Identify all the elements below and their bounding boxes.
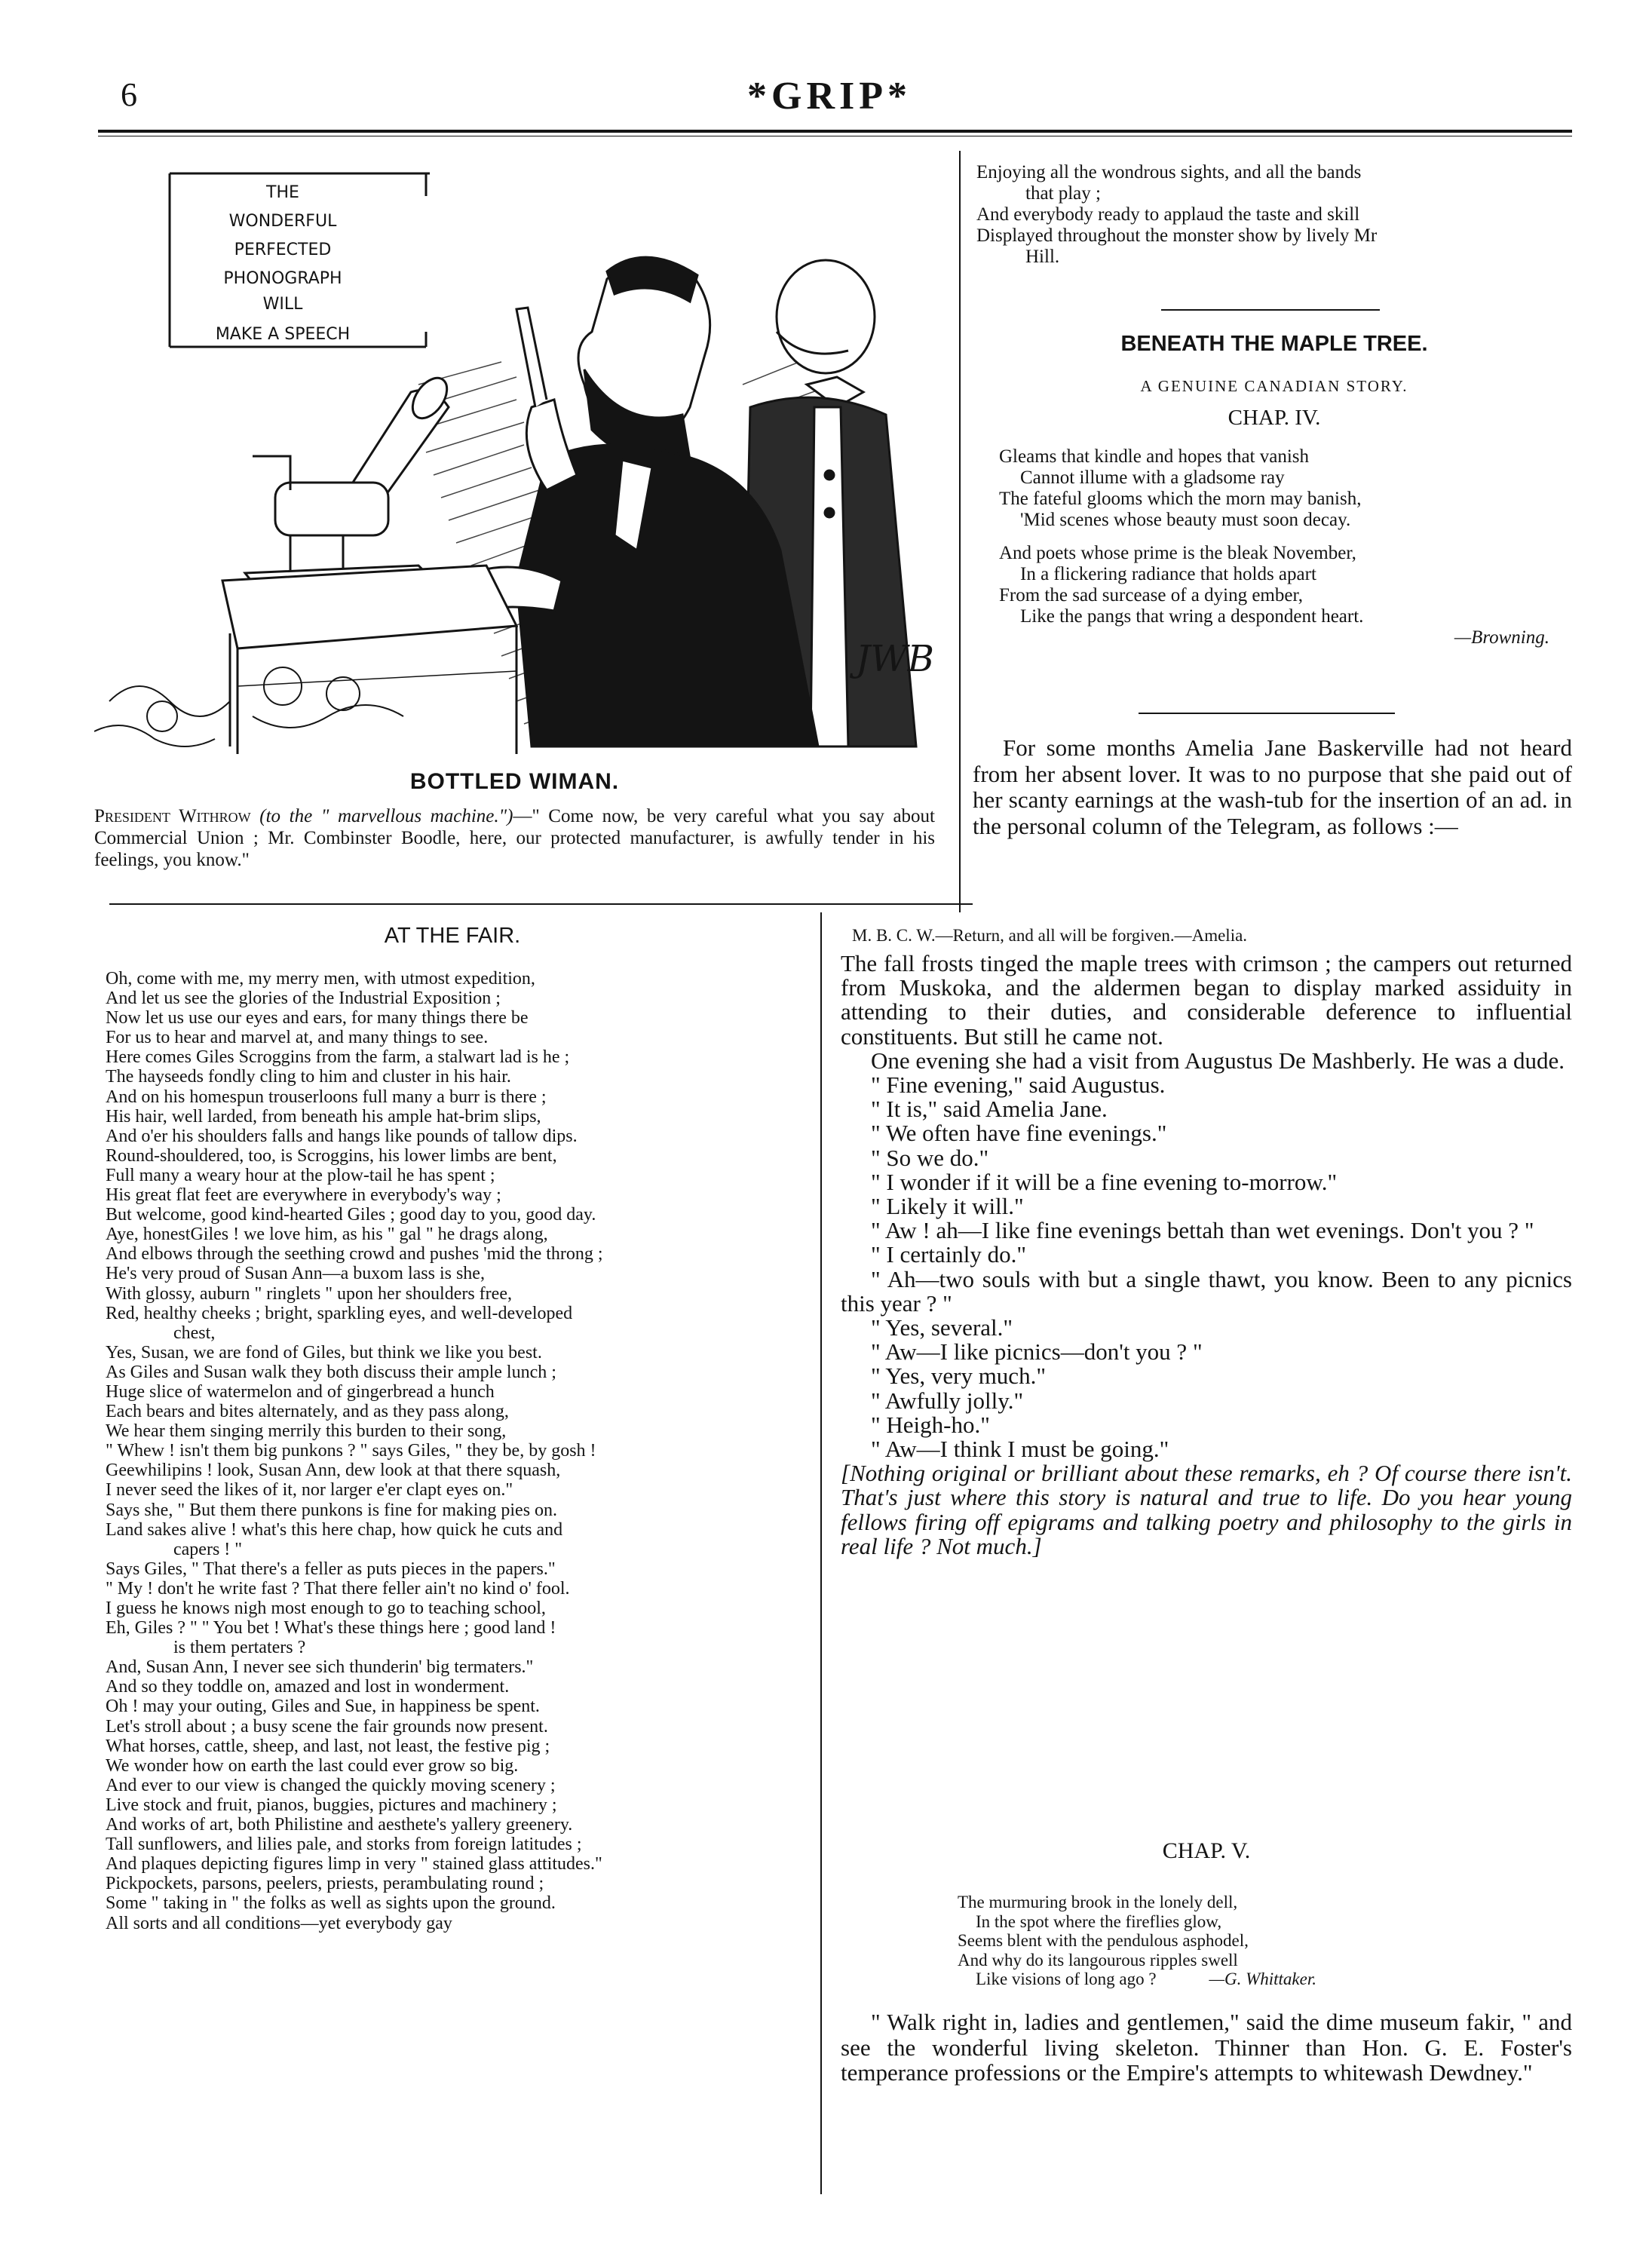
story-closing (841, 2009, 1572, 2086)
verse-line: Like the pangs that wring a despondent heart. (1020, 606, 1364, 627)
poem-line: What horses, cattle, sheep, and last, not least, the festive pig ; (106, 1736, 550, 1756)
sign-line: PHONOGRAPH (223, 269, 342, 288)
poem-line: And o'er his shoulders falls and hangs like pounds of tallow dips. (106, 1126, 578, 1146)
story-text: " Walk right in, ladies and gentlemen," said the dime museum fakir, " and see the wonderful living skeleton. Thinner than Hon. G. E. Foster's temperance professions or the Empire's attempts to whitewash Dewdney." (841, 2009, 1572, 2086)
chapter-epigraph (999, 446, 1572, 648)
poem-line: And so they toddle on, amazed and lost in wonderment. (106, 1677, 510, 1697)
story-text: " Likely it will." (871, 1193, 1024, 1220)
story-text: One evening she had a visit from Augustus De Mashberly. He was a dude. (871, 1047, 1565, 1074)
sign-text (216, 183, 350, 344)
story-body (841, 952, 1572, 1559)
verse-attribution: —G. Whittaker. (1209, 1970, 1317, 1989)
poem-line: The hayseeds fondly cling to him and cluster in his hair. (106, 1067, 511, 1087)
poem-line: And works of art, both Philistine and aesthete's yallery greenery. (106, 1815, 573, 1835)
stanza-gap (999, 531, 1572, 543)
verse-line: In a flickering radiance that holds apart (1020, 564, 1316, 584)
poem-line: Some " taking in " the folks as well as sights upon the ground. (106, 1893, 556, 1914)
poem-line: " My ! don't he write fast ? That there feller ain't no kind o' fool. (106, 1578, 570, 1599)
verse-line: Gleams that kindle and hopes that vanish (999, 446, 1310, 467)
column-divider (820, 912, 822, 2194)
sign-line: THE (266, 183, 299, 202)
poem-line: chest, (173, 1323, 216, 1343)
poem-line: All sorts and all conditions—yet everybody gay (106, 1913, 452, 1933)
story-paragraph (973, 735, 1572, 839)
story-text: " Ah—two souls with but a single thawt, you know. Been to any picnics this year ? " (841, 1265, 1572, 1317)
poem-line: Eh, Giles ? " " You bet ! What's these things here ; good land ! (106, 1618, 556, 1639)
verse-line: Hill. (1025, 247, 1060, 267)
verse-line: 'Mid scenes whose beauty must soon decay. (1020, 510, 1351, 530)
poem-line: His hair, well larded, from beneath his ample hat-brim slips, (106, 1106, 541, 1127)
verse-line: And poets whose prime is the bleak November, (999, 543, 1356, 563)
story-text: " Yes, several." (871, 1314, 1013, 1341)
story-subtitle: A GENUINE CANADIAN STORY. (1140, 377, 1408, 395)
story-text: The fall frosts tinged the maple trees with crimson ; the campers out returned from Muskoka, and the aldermen began to display marked assiduity in attending to their duties, and considerable deference to influential constituents. But still he came not. (841, 950, 1572, 1050)
verse-line: Like visions of long ago ? —G. Whittaker. (976, 1970, 1317, 1989)
sign-line: WONDERFUL (228, 212, 337, 231)
poem-line: We wonder how on earth the last could ever grow so big. (106, 1755, 519, 1776)
poem-line: And elbows through the seething crowd and pushes 'mid the throng ; (106, 1244, 603, 1265)
poem-line: Huge slice of watermelon and of gingerbread a hunch (106, 1381, 495, 1402)
poem-line: For us to hear and marvel at, and many things to see. (106, 1028, 489, 1048)
story-text: " Fine evening," said Augustus. (871, 1071, 1166, 1099)
verse-line: Enjoying all the wondrous sights, and all the bands (976, 162, 1362, 182)
right-column-verse (976, 162, 1572, 268)
poem-line: Tall sunflowers, and lilies pale, and storks from foreign latitudes ; (106, 1835, 582, 1855)
story-text: " Aw—I think I must be going." (871, 1436, 1169, 1463)
poem-line: Land sakes alive ! what's this here chap, how quick he cuts and (106, 1519, 563, 1540)
story-text: " I wonder if it will be a fine evening to-morrow." (871, 1168, 1338, 1195)
poem-line: Full many a weary hour at the plow-tail he has spent ; (106, 1165, 495, 1185)
poem-line: His great flat feet are everywhere in everybody's way ; (106, 1185, 501, 1206)
poem-line: But welcome, good kind-hearted Giles ; good day to you, good day. (106, 1205, 596, 1225)
editorial-note: [Nothing original or brilliant about these remarks, eh ? Of course there isn't. That's just where this story is natural and true to life. Do you hear young fellows firing off epigrams and talking poetry and philosophy to the girls in real life ? Not much.] (841, 1460, 1572, 1559)
poem-line: Oh, come with me, my merry men, with utmost expedition, (106, 969, 535, 989)
poem-line: And ever to our view is changed the quickly moving scenery ; (106, 1775, 556, 1795)
verse-line: The fateful glooms which the morn may banish, (999, 489, 1362, 509)
epigraph-rule (1139, 713, 1395, 714)
poem-line: Now let us use our eyes and ears, for many things there be (106, 1008, 529, 1028)
cartoon-caption (94, 805, 935, 871)
cartoon-title: BOTTLED WIMAN. (409, 769, 620, 794)
verse-attribution: —Browning. (1454, 627, 1549, 648)
poem-line: Pickpockets, parsons, peelers, priests, perambulating round ; (106, 1874, 544, 1894)
sign-line: MAKE A SPEECH (215, 325, 351, 344)
poem-line: I never seed the likes of it, nor larger e'er clapt eyes on." (106, 1480, 513, 1501)
column-divider-top (959, 151, 961, 912)
poem-line: Aye, honestGiles ! we love him, as his " gal " he drags along, (106, 1225, 548, 1245)
poem-line: Here comes Giles Scroggins from the farm, a stalwart lad is he ; (106, 1047, 570, 1068)
caption-text: —" Come now, be very careful what you say about Commercial Union ; Mr. Combinster Boodle, here, our protected manufacturer, is awfully tender in his feelings, you know." (94, 806, 935, 870)
poem-line: Yes, Susan, we are fond of Giles, but think we like you best. (106, 1342, 542, 1363)
verse-line: Seems blent with the pendulous asphodel, (958, 1931, 1249, 1951)
verse-line: In the spot where the fireflies glow, (976, 1911, 1222, 1931)
poem-line: Red, healthy cheeks ; bright, sparkling eyes, and well-developed (106, 1303, 573, 1323)
table (222, 566, 516, 754)
sign-line: PERFECTED (234, 241, 332, 259)
masthead: *GRIP* (747, 75, 912, 118)
poem-line: And plaques depicting figures limp in very " stained glass attitudes." (106, 1854, 602, 1875)
chapter-heading: CHAP. V. (1162, 1838, 1251, 1863)
cartoon-illustration (94, 158, 935, 758)
story-text: " Awfully jolly." (871, 1387, 1024, 1414)
poem-line: He's very proud of Susan Ann—a buxom lass is she, (106, 1264, 485, 1284)
poem-line: capers ! " (173, 1539, 243, 1559)
poem-body (106, 969, 811, 1933)
poem-line: We hear them singing merrily this burden to their song, (106, 1421, 507, 1442)
poem-line: Says she, " But them there punkons is fine for making pies on. (106, 1500, 558, 1520)
poem-line: With glossy, auburn " ringlets " upon her shoulders free, (106, 1283, 512, 1304)
poem-line: And on his homespun trouserloons full many a burr is there ; (106, 1087, 547, 1107)
verse-line: And why do its langourous ripples swell (958, 1950, 1238, 1970)
poem-line: Geewhilipins ! look, Susan Ann, dew look at that there squash, (106, 1461, 561, 1481)
story-text: " So we do." (871, 1144, 989, 1171)
story-text: " We often have fine evenings." (871, 1120, 1167, 1147)
verse-line: Cannot illume with a gladsome ray (1020, 467, 1285, 488)
section-rule (1161, 309, 1380, 311)
sign-line: WILL (262, 295, 303, 314)
poem-line: As Giles and Susan walk they both discuss their ample lunch ; (106, 1362, 556, 1382)
story-text: " Aw ! ah—I like fine evenings bettah than wet evenings. Don't you ? " (871, 1217, 1534, 1244)
chapter-heading: CHAP. IV. (1228, 406, 1321, 430)
poem-line: Live stock and fruit, pianos, buggies, pictures and machinery ; (106, 1795, 557, 1815)
story-text: " Aw—I like picnics—don't you ? " (871, 1338, 1203, 1366)
poem-line: " Whew ! isn't them big punkons ? " says Giles, " they be, by gosh ! (106, 1441, 596, 1461)
verse-line: The murmuring brook in the lonely dell, (958, 1893, 1238, 1911)
verse-line: that play ; (1025, 183, 1101, 204)
verse-line: Displayed throughout the monster show by lively Mr (976, 225, 1378, 246)
poem-line: I guess he knows nigh most enough to go to teaching school, (106, 1599, 546, 1618)
poem-line: Let's stroll about ; a busy scene the fair grounds now present. (106, 1716, 548, 1737)
page-number: 6 (121, 76, 137, 113)
story-text: " Yes, very much." (871, 1363, 1046, 1390)
poem-line: Says Giles, " That there's a feller as puts pieces in the papers." (106, 1559, 556, 1579)
chapter-epigraph (958, 1893, 1576, 1989)
story-text: " It is," said Amelia Jane. (871, 1096, 1108, 1123)
story-text: For some months Amelia Jane Baskerville had not heard from her absent lover. It was to no purpose that she paid out of her scanty earnings at the wash-tub for the insertion of an ad. in the personal column of the Telegram, as follows :— (973, 734, 1572, 839)
artist-signature: JWB (856, 638, 934, 680)
caption-speaker: President Withrow (94, 806, 251, 826)
header-rule (98, 130, 1572, 133)
personal-ad: M. B. C. W.—Return, and all will be forgiven.—Amelia. (852, 926, 1248, 945)
verse-line: From the sad surcease of a dying ember, (999, 585, 1304, 605)
caption-direction: (to the " marvellous machine.") (259, 806, 513, 826)
story-text: " Heigh-ho." (871, 1411, 990, 1438)
poem-line: is them pertaters ? (173, 1638, 306, 1658)
poem-line: And, Susan Ann, I never see sich thunderin' big termaters." (106, 1657, 534, 1678)
verse-line: And everybody ready to applaud the taste and skill (976, 204, 1360, 225)
story-title: BENEATH THE MAPLE TREE. (1120, 332, 1428, 356)
caption-rule (109, 903, 973, 905)
poem-title: AT THE FAIR. (384, 924, 521, 948)
poem-line: Round-shouldered, too, is Scroggins, his lower limbs are bent, (106, 1145, 557, 1166)
poem-line: Each bears and bites alternately, and as they pass along, (106, 1402, 509, 1422)
poem-line: And let us see the glories of the Industrial Exposition ; (106, 989, 501, 1009)
story-text: " I certainly do." (871, 1241, 1027, 1268)
poem-line: Oh ! may your outing, Giles and Sue, in happiness be spent. (106, 1697, 540, 1717)
